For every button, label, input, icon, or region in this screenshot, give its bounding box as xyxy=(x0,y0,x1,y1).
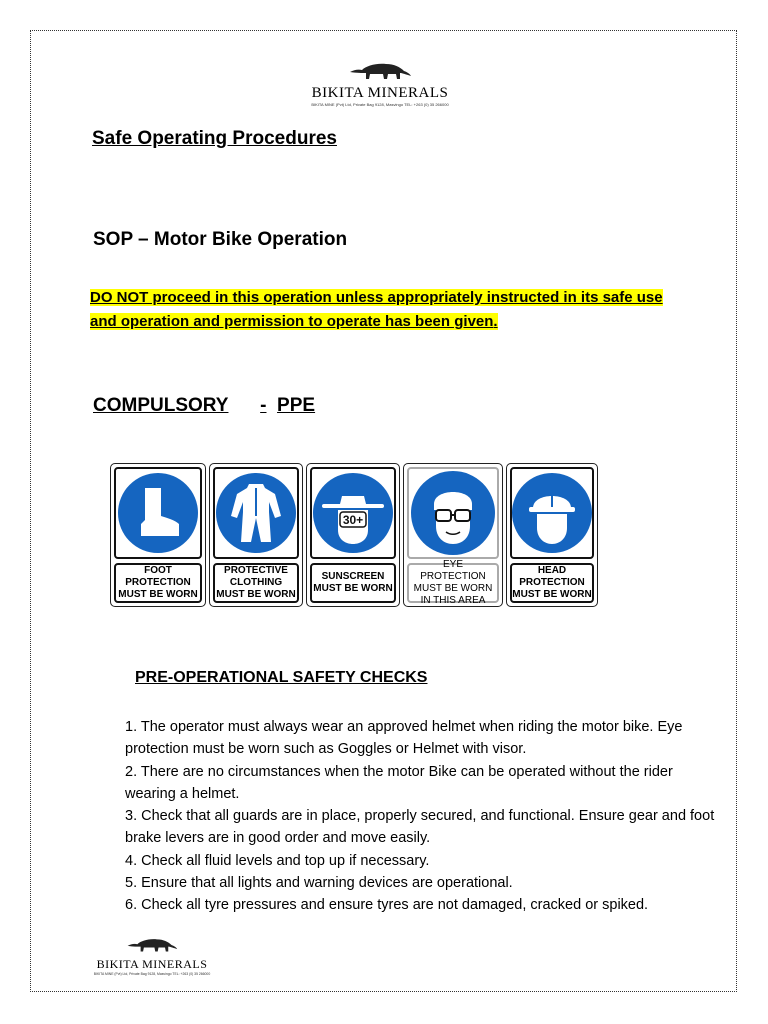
logo-name: BIKITA MINERALS xyxy=(96,957,208,971)
warning-notice xyxy=(90,286,690,334)
ppe-signs xyxy=(110,463,600,609)
sign-icon-box xyxy=(407,467,499,559)
sign-icon-box xyxy=(510,467,594,559)
sign-label: EYE PROTECTION MUST BE WORN IN THIS AREA xyxy=(407,563,499,603)
ppe-sign-head xyxy=(506,463,598,607)
list-item: 6. Check all tyre pressures and ensure tyres are not damaged, cracked or spiked. xyxy=(125,897,649,914)
sun-hat-icon xyxy=(312,472,394,554)
sign-icon-box xyxy=(213,467,299,559)
sign-icon-box xyxy=(114,467,202,559)
checks-heading: PRE-OPERATIONAL SAFETY CHECKS xyxy=(135,669,428,686)
logo-subtext: BIKITA MINE (Pvt) Ltd, Private Bag 9128, Masvingo TEL: +263 (0) 35 266000 xyxy=(311,102,449,107)
sign-label: SUNSCREEN MUST BE WORN xyxy=(310,563,396,603)
goggles-icon xyxy=(410,470,496,556)
list-item: 3. Check that all guards are in place, properly secured, and functional. Ensure gear and foot brake levers are in good order and move easily. xyxy=(125,808,715,847)
footer-logo xyxy=(86,936,218,976)
ppe-heading-sep: - xyxy=(260,395,267,416)
anteater-logo-icon xyxy=(126,936,178,954)
ppe-sign-foot xyxy=(110,463,206,607)
warning-end: . xyxy=(493,313,498,330)
list-item: 5. Ensure that all lights and warning devices are operational. xyxy=(125,875,513,892)
anteater-logo-icon xyxy=(348,60,412,82)
logo-name: BIKITA MINERALS xyxy=(311,85,449,101)
list-item: 2. There are no circumstances when the motor Bike can be operated without the rider wearing a helmet. xyxy=(125,763,673,802)
ppe-heading-left: COMPULSORY xyxy=(93,395,229,416)
ppe-sign-eye xyxy=(403,463,503,607)
sign-label: PROTECTIVE CLOTHING MUST BE WORN xyxy=(213,563,299,603)
header-logo xyxy=(300,60,460,107)
warning-text: DO NOT proceed in this operation unless appropriately instructed in its safe use and operation and permission to operate has been given xyxy=(90,289,663,330)
logo-subtext: BIKITA MINE (Pvt) Ltd, Private Bag 9128, Masvingo TEL: +263 (0) 35 266000 xyxy=(93,972,211,976)
ppe-heading xyxy=(93,395,315,417)
sign-icon-box xyxy=(310,467,396,559)
list-item: 4. Check all fluid levels and top up if necessary. xyxy=(125,852,430,869)
boot-icon xyxy=(117,472,199,554)
sign-label: HEAD PROTECTION MUST BE WORN xyxy=(510,563,594,603)
ppe-sign-clothing xyxy=(209,463,303,607)
list-item: 1. The operator must always wear an approved helmet when riding the motor bike. Eye protection must be worn such as Goggles or Helmet with visor. xyxy=(125,719,683,758)
ppe-sign-sunscreen xyxy=(306,463,400,607)
sunscreen-badge: 30+ xyxy=(342,513,364,527)
overalls-icon xyxy=(215,472,297,554)
checks-list xyxy=(125,716,715,917)
hard-hat-icon xyxy=(511,472,593,554)
sop-title: SOP – Motor Bike Operation xyxy=(93,229,348,250)
sign-label: FOOT PROTECTION MUST BE WORN xyxy=(114,563,202,603)
document-title: Safe Operating Procedures xyxy=(92,128,337,149)
ppe-heading-right: PPE xyxy=(277,395,316,416)
